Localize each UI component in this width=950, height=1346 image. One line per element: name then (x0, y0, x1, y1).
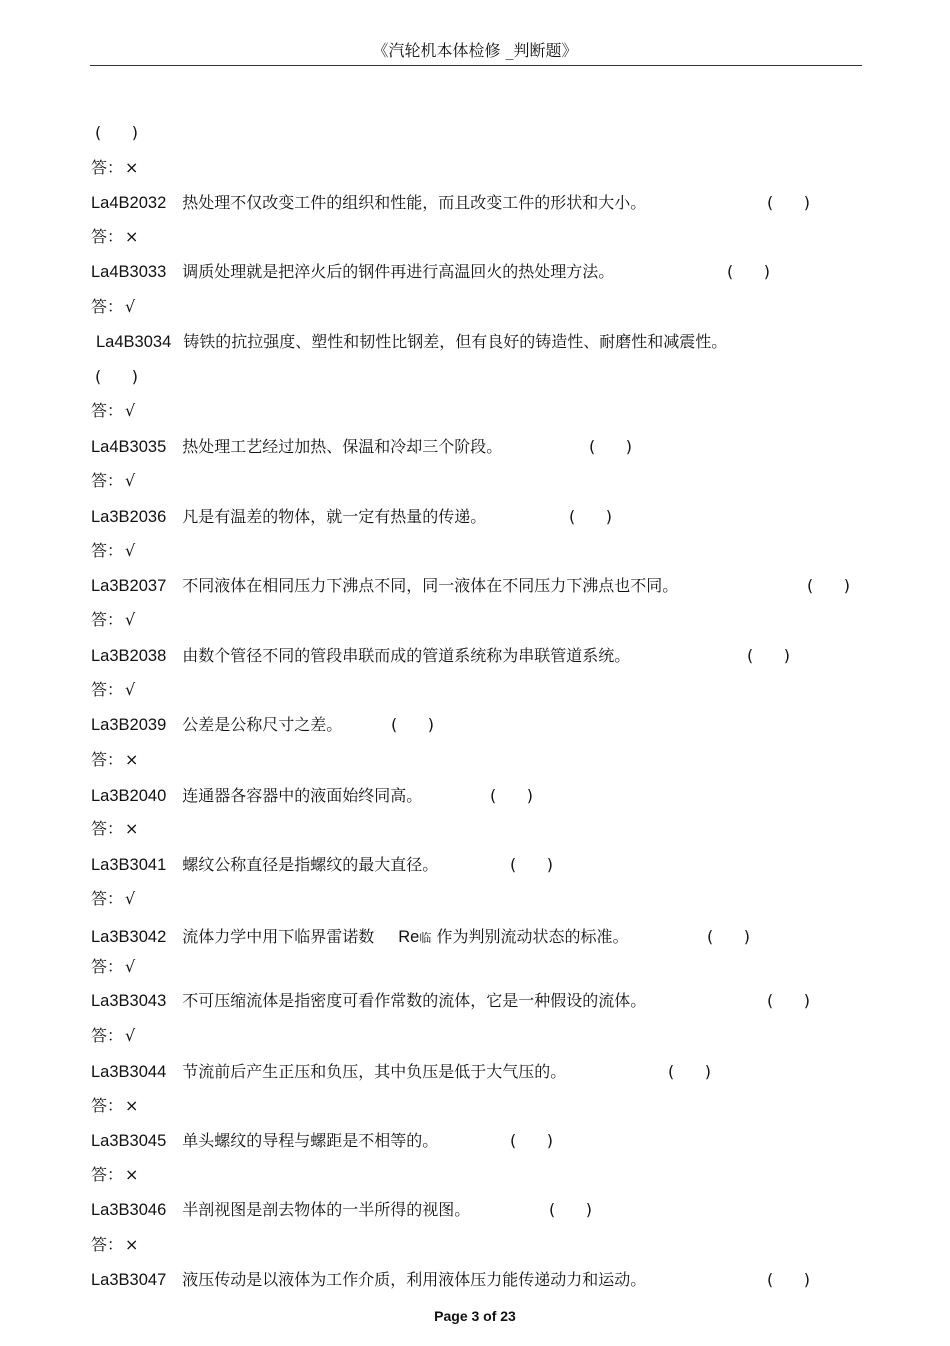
question-code: La3B3041 (91, 856, 167, 874)
question-code: La3B3046 (91, 1201, 167, 1219)
answer-line (91, 1025, 135, 1047)
question-line (91, 645, 630, 667)
question-line (91, 575, 678, 597)
answer-label: 答： (91, 158, 124, 177)
question-text: 螺纹公称直径是指螺纹的最大直径。 (182, 855, 439, 874)
page-footer-number: Page 3 of 23 (434, 1308, 516, 1324)
answer-line (91, 609, 135, 631)
answer-label: 答： (91, 610, 124, 629)
answer-mark: × (125, 1096, 139, 1115)
answer-label: 答： (91, 1096, 124, 1115)
answer-paren: ( ) (767, 991, 810, 1010)
question-text: 热处理不仅改变工件的组织和性能，而且改变工件的形状和大小。 (182, 193, 647, 212)
answer-label: 答： (91, 471, 124, 490)
answer-paren: ( ) (490, 786, 533, 805)
header-rule (90, 65, 862, 66)
answer-paren: ( ) (668, 1062, 711, 1081)
answer-paren: ( ) (549, 1200, 592, 1219)
answer-paren: ( ) (727, 262, 770, 281)
answer-paren: ( ) (510, 1131, 553, 1150)
answer-mark: √ (125, 957, 136, 976)
answer-line (91, 470, 135, 492)
question-text: 连通器各容器中的液面始终同高。 (182, 786, 423, 805)
answer-paren: ( ) (707, 927, 750, 946)
answer-mark: √ (125, 471, 136, 490)
question-code: La3B2036 (91, 508, 167, 526)
question-line (91, 714, 342, 736)
answer-label: 答： (91, 680, 124, 699)
answer-mark: × (125, 819, 139, 838)
question-line (91, 192, 646, 214)
question-text: 单头螺纹的导程与螺距是不相等的。 (182, 1131, 439, 1150)
answer-mark: √ (125, 610, 136, 629)
question-text: 液压传动是以液体为工作介质，利用液体压力能传递动力和运动。 (182, 1270, 647, 1289)
question-line (91, 436, 502, 458)
question-line (91, 1199, 470, 1221)
answer-paren: ( ) (807, 576, 850, 595)
answer-mark: × (125, 227, 139, 246)
question-line (91, 1061, 566, 1083)
answer-line (91, 1164, 138, 1186)
question-code: La3B2037 (91, 577, 167, 595)
answer-paren: ( ) (510, 855, 553, 874)
answer-paren: ( ) (95, 367, 138, 386)
question-code: La4B2032 (91, 194, 167, 212)
answer-line (91, 157, 138, 179)
answer-paren: ( ) (391, 715, 434, 734)
answer-paren: ( ) (569, 507, 612, 526)
question-code: La4B3035 (91, 438, 167, 456)
question-line (91, 990, 646, 1012)
question-text: 半剖视图是剖去物体的一半所得的视图。 (182, 1200, 471, 1219)
answer-label: 答： (91, 1165, 124, 1184)
answer-mark: √ (125, 680, 136, 699)
question-code: La3B3044 (91, 1063, 167, 1081)
answer-label: 答： (91, 1026, 124, 1045)
question-text: 由数个管径不同的管段串联而成的管道系统称为串联管道系统。 (182, 646, 631, 665)
answer-line (91, 888, 135, 910)
answer-mark: √ (125, 889, 136, 908)
answer-line (91, 679, 135, 701)
answer-line (91, 1095, 138, 1117)
question-code: La3B2040 (91, 787, 167, 805)
question-line (91, 261, 614, 283)
question-code: La3B3043 (91, 992, 167, 1010)
question-text: 调质处理就是把淬火后的钢件再进行高温回火的热处理方法。 (182, 262, 615, 281)
answer-mark: √ (125, 401, 136, 420)
answer-paren: ( ) (767, 1270, 810, 1289)
question-text: 节流前后产生正压和负压，其中负压是低于大气压的。 (182, 1062, 567, 1081)
answer-line (91, 1234, 138, 1256)
answer-mark: × (125, 1235, 139, 1254)
answer-mark: × (125, 750, 139, 769)
question-text: 铸铁的抗拉强度、塑性和韧性比钢差，但有良好的铸造性、耐磨性和减震性。 (183, 332, 728, 351)
answer-line (91, 400, 135, 422)
answer-label: 答： (91, 957, 124, 976)
question-code: La4B3034 (96, 333, 172, 351)
question-line (96, 331, 727, 353)
question-text: 作为判别流动状态的标准。 (436, 927, 629, 946)
answer-label: 答： (91, 819, 124, 838)
question-text: 不同液体在相同压力下沸点不同，同一液体在不同压力下沸点也不同。 (182, 576, 679, 595)
reynolds-subscript: 临 (419, 931, 432, 945)
answer-paren: ( ) (95, 123, 138, 142)
question-code: La3B2039 (91, 716, 167, 734)
answer-label: 答： (91, 297, 124, 316)
question-text: 公差是公称尺寸之差。 (182, 715, 343, 734)
answer-label: 答： (91, 401, 124, 420)
answer-line (91, 818, 138, 840)
question-line (91, 506, 486, 528)
answer-line (91, 540, 135, 562)
answer-label: 答： (91, 889, 124, 908)
answer-line (91, 226, 138, 248)
answer-mark: × (125, 1165, 139, 1184)
question-line (91, 1130, 438, 1152)
answer-paren: ( ) (767, 193, 810, 212)
answer-paren: ( ) (589, 437, 632, 456)
question-text: 热处理工艺经过加热、保温和冷却三个阶段。 (182, 437, 503, 456)
answer-label: 答： (91, 1235, 124, 1254)
answer-label: 答： (91, 227, 124, 246)
question-text: 流体力学中用下临界雷诺数 (182, 927, 375, 946)
question-line (91, 854, 438, 876)
answer-paren: ( ) (747, 646, 790, 665)
answer-line (91, 296, 135, 318)
answer-mark: √ (125, 541, 136, 560)
question-code: La3B3045 (91, 1132, 167, 1150)
answer-mark: × (125, 158, 139, 177)
answer-mark: √ (125, 297, 136, 316)
reynolds-symbol: Re (398, 928, 420, 946)
question-line (91, 926, 628, 949)
question-text: 凡是有温差的物体，就一定有热量的传递。 (182, 507, 487, 526)
question-line (91, 785, 422, 807)
answer-line (91, 749, 138, 771)
question-code: La3B3047 (91, 1271, 167, 1289)
answer-mark: √ (125, 1026, 136, 1045)
question-line (91, 1269, 646, 1291)
question-text: 不可压缩流体是指密度可看作常数的流体，它是一种假设的流体。 (182, 991, 647, 1010)
page-header-title: 《汽轮机本体检修 _判断题》 (372, 41, 578, 60)
answer-label: 答： (91, 541, 124, 560)
question-code: La3B3042 (91, 928, 167, 946)
question-code: La4B3033 (91, 263, 167, 281)
answer-line (91, 956, 135, 978)
answer-label: 答： (91, 750, 124, 769)
question-code: La3B2038 (91, 647, 167, 665)
